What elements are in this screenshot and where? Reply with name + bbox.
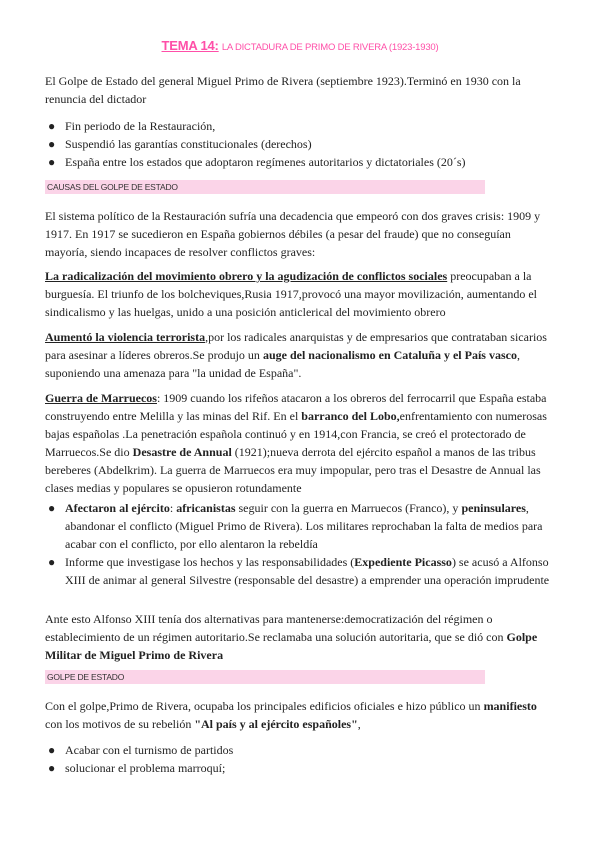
list-item: ● Informe que investigase los hechos y las responsabilidades (Expediente Picasso) se acusó a Alfonso XIII de animar al general Silvestre (responsable del desastre) a emprender una operación imprudente bbox=[48, 555, 550, 587]
strong-text: Guerra de Marruecos bbox=[45, 391, 157, 405]
bullet-icon: ● bbox=[48, 137, 56, 151]
strong-text: La radicalización del movimiento obrero y la agudización de conflictos sociales bbox=[45, 269, 448, 283]
list-item: ● Acabar con el turnismo de partidos bbox=[48, 743, 234, 757]
bullet-icon: ● bbox=[48, 761, 56, 775]
page-title bbox=[0, 38, 600, 53]
list-item: ● Fin periodo de la Restauración, bbox=[48, 119, 216, 133]
bullet-icon: ● bbox=[48, 743, 56, 757]
causas-paragraph-4: Guerra de Marruecos: 1909 cuando los rifeños atacaron a los obreros del ferrocarril que España estaba construyendo entre Melilla y las minas del Rif. En el barranco del Lobo,enfrentamiento con numerosas bajas españolas .La penetración española continuó y en 1914,con Francia, se creó el protectorado de Marruecos.Se dio Desastre de Annual (1921);nueva derrota del ejército español a manos de las tribus bereberes (Abdelkrim). La guerra de Marruecos era muy impopular, pero tras el Desastre de Annual las clases medias y populares se opusieron rotundamente bbox=[45, 391, 547, 495]
list-item: ● Afectaron al ejército: africanistas seguir con la guerra en Marruecos (Franco), y peninsulares, abandonar el conflicto (Miguel Primo de Rivera). Los militares reprochaban la falta de medios para acabar con el conflicto, por ello alentaron la rebeldía bbox=[48, 501, 543, 551]
section-heading-golpe: GOLPE DE ESTADO bbox=[45, 670, 485, 684]
bullet-icon: ● bbox=[48, 555, 56, 569]
causas-paragraph-3: Aumentó la violencia terrorista,por los radicales anarquistas y de empresarios que contrataban sicarios para asesinar a líderes obreros.Se produjo un auge del nacionalismo en Cataluña y el País vasco, suponiendo una amenaza para "la unidad de España". bbox=[45, 330, 547, 380]
bullet-icon: ● bbox=[48, 119, 56, 133]
causas-paragraph-1: El sistema político de la Restauración sufría una decadencia que empeoró con dos graves crisis: 1909 y 1917. En 1917 se sucedieron en España gobiernos débiles (a pesar del fraude) que no conseguían mayoría, siendo incapaces de resolver conflictos graves: bbox=[45, 209, 541, 259]
section-heading-causas: CAUSAS DEL GOLPE DE ESTADO bbox=[45, 180, 485, 194]
bullet-icon: ● bbox=[48, 155, 56, 169]
intro-paragraph: El Golpe de Estado del general Miguel Primo de Rivera (septiembre 1923).Terminó en 1930 con la renuncia del dictador bbox=[45, 74, 521, 106]
causas-paragraph-5: Ante esto Alfonso XIII tenía dos alternativas para mantenerse:democratización del régimen o establecimiento de un régimen autoritario.Se reclamaba una solución autoritaria, que se dió con Golpe Militar de Miguel Primo de Rivera bbox=[45, 612, 538, 662]
causas-bullet-list bbox=[45, 499, 555, 589]
causas-paragraph-2: La radicalización del movimiento obrero y la agudización de conflictos sociales preocupaban a la burguesía. El triunfo de los bolcheviques,Rusia 1917,provocó una mayor movilización, aumentando el sindicalismo y las huelgas, unido a una posición anticlerical del movimiento obrero bbox=[45, 269, 537, 319]
bullet-icon: ● bbox=[48, 501, 56, 515]
list-item: ● solucionar el problema marroquí; bbox=[48, 761, 226, 775]
title-sub: LA DICTADURA DE PRIMO DE RIVERA (1923-1930) bbox=[221, 42, 439, 53]
strong-text: Aumentó la violencia terrorista bbox=[45, 330, 206, 344]
list-item: ● España entre los estados que adoptaron regímenes autoritarios y dictatoriales (20´s) bbox=[48, 155, 466, 169]
list-item: ● Suspendió las garantías constitucionales (derechos) bbox=[48, 137, 312, 151]
golpe-paragraph-1: Con el golpe,Primo de Rivera, ocupaba los principales edificios oficiales e hizo público un manifiesto con los motivos de su rebelión "Al país y al ejército españoles", bbox=[45, 699, 537, 731]
intro-bullet-list bbox=[45, 117, 555, 171]
title-main: TEMA 14: bbox=[161, 38, 219, 53]
golpe-bullet-list bbox=[45, 741, 555, 777]
